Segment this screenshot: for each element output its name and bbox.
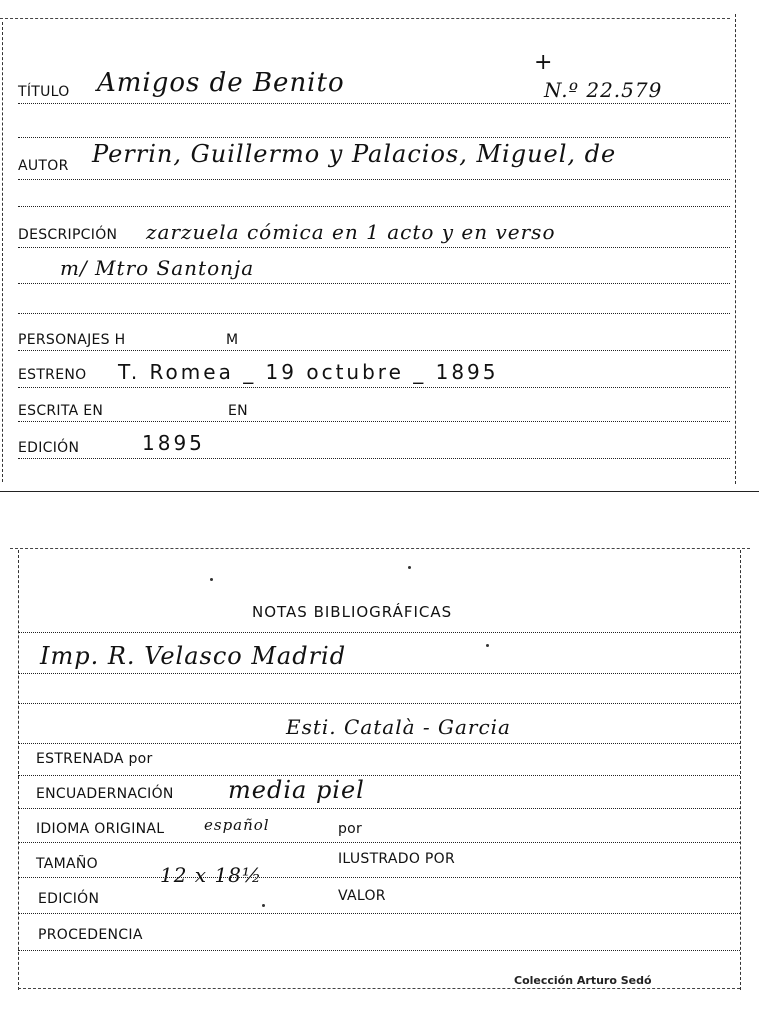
personajes-m-label: M — [226, 332, 239, 348]
bottom-catalog-card — [0, 540, 759, 1028]
descripcion-rule-1 — [18, 247, 730, 248]
blank-rule-3 — [18, 313, 730, 314]
idioma-rule — [18, 842, 740, 843]
escrita-en-rule — [18, 421, 730, 422]
procedencia-rule — [18, 950, 740, 951]
notas-rule-2 — [18, 673, 740, 674]
notas-line1: Imp. R. Velasco Madrid — [40, 642, 347, 670]
estrenada-rule — [18, 775, 740, 776]
autor-value: Perrin, Guillermo y Palacios, Miguel, de — [92, 140, 617, 168]
scan-speck — [210, 578, 213, 581]
autor-label: AUTOR — [18, 158, 69, 174]
descripcion-value-line1: zarzuela cómica en 1 acto y en verso — [146, 220, 556, 244]
cross-mark: + — [534, 50, 553, 75]
top-catalog-card — [0, 0, 759, 495]
personajes-rule — [18, 350, 730, 351]
estreno-label: ESTRENO — [18, 367, 87, 383]
titulo-rule — [18, 103, 730, 104]
notas-line2: Esti. Català - Garcia — [286, 715, 511, 739]
card-top-edge — [0, 18, 730, 19]
edicion-rule — [18, 458, 730, 459]
scan-speck — [486, 644, 489, 647]
escrita-en-label: ESCRITA EN — [18, 403, 104, 419]
notas-rule-3 — [18, 703, 740, 704]
card-bottom-edge — [0, 491, 759, 492]
valor-label: VALOR — [338, 888, 386, 904]
collection-credit: Colección Arturo Sedó — [514, 974, 652, 987]
encuadernacion-rule — [18, 808, 740, 809]
por-label: por — [338, 821, 363, 837]
edicion-label: EDICIÓN — [18, 440, 80, 456]
descripcion-label: DESCRIPCIÓN — [18, 227, 118, 243]
estrenada-label: ESTRENADA por — [36, 751, 153, 767]
edicion-value: 1895 — [142, 431, 205, 455]
card-right-edge — [740, 550, 741, 990]
blank-rule-2 — [18, 206, 730, 207]
estreno-value: T. Romea _ 19 octubre _ 1895 — [118, 360, 499, 384]
encuadernacion-value: media piel — [228, 776, 365, 804]
tamano-rule — [18, 877, 740, 878]
blank-rule-1 — [18, 137, 730, 138]
titulo-value: Amigos de Benito — [97, 68, 345, 98]
tamano-value: 12 x 18½ — [160, 863, 263, 887]
scan-speck — [408, 566, 411, 569]
card-top-edge — [10, 548, 750, 549]
scan-speck — [262, 904, 265, 907]
card-left-edge — [2, 22, 3, 482]
encuadernacion-label: ENCUADERNACIÓN — [36, 786, 174, 802]
tamano-label: TAMAÑO — [36, 856, 98, 872]
idioma-value: español — [204, 816, 270, 834]
notas-rule-4 — [18, 743, 740, 744]
autor-rule — [18, 179, 730, 180]
card-left-edge — [18, 550, 19, 990]
escrita-en-en-label: EN — [228, 403, 248, 419]
notas-title: NOTAS BIBLIOGRÁFICAS — [252, 603, 453, 621]
edicion-rule — [18, 913, 740, 914]
edicion-label: EDICIÓN — [38, 891, 100, 907]
descripcion-rule-2 — [18, 283, 730, 284]
personajes-label: PERSONAJES H — [18, 332, 126, 348]
idioma-label: IDIOMA ORIGINAL — [36, 821, 165, 837]
number-value: N.º 22.579 — [544, 78, 663, 102]
titulo-label: TÍTULO — [18, 84, 70, 100]
procedencia-label: PROCEDENCIA — [38, 927, 143, 943]
card-right-edge — [735, 14, 736, 484]
descripcion-value-line2: m/ Mtro Santonja — [60, 256, 255, 280]
notas-rule-1 — [18, 632, 740, 633]
card-bottom-edge — [18, 988, 740, 989]
estreno-rule — [18, 387, 730, 388]
ilustrado-label: ILUSTRADO POR — [338, 851, 455, 867]
